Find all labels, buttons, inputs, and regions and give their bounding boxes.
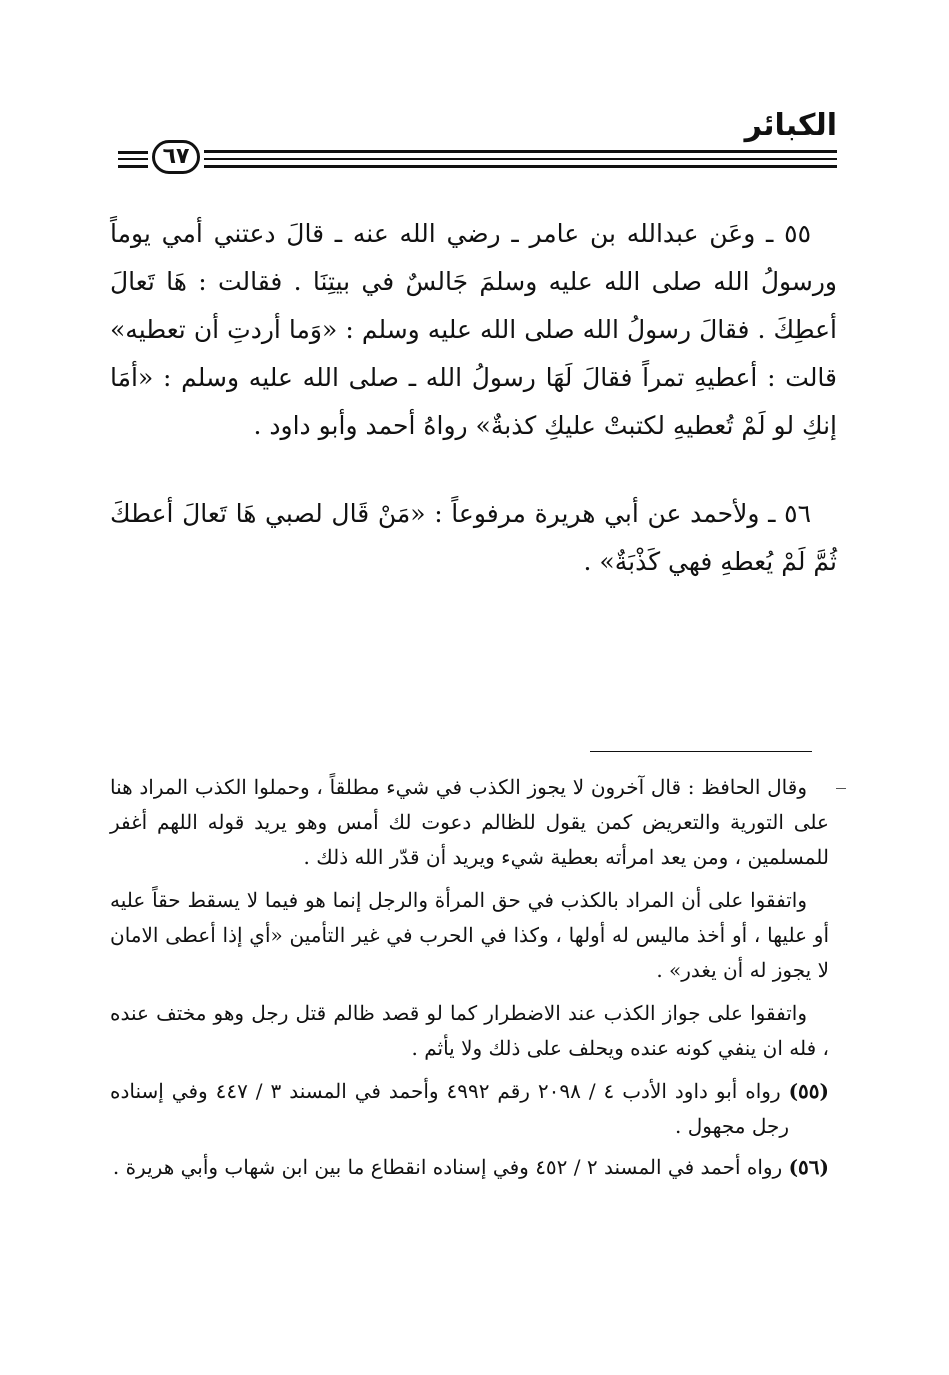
main-text — [110, 210, 837, 586]
header-side-rule — [118, 151, 148, 154]
page-number: ٦٧ — [152, 140, 200, 174]
footnote-paragraph: واتفقوا على أن المراد بالكذب في حق المرأة والرجل إنما هو فيما لا يسقط حقاً عليه أو عليها ، أو أخذ ماليس له أولها ، وكذا في الحرب في غير التأمين «أي إذا أعطى الامان لا يجوز له أن يغدر» . — [110, 888, 829, 982]
footnote-reference-56 — [110, 1150, 829, 1185]
hadith-55: ٥٥ ـ وعَن عبدالله بن عامر ـ رضي الله عنه ـ قالَ دعتني أمي يوماً ورسولُ الله صلى الله عليه وسلمَ جَالسٌ في بيتِنَا . فقالت : هَا تَعالَ أعطِكَ . فقالَ رسولُ الله صلى الله عليه وسلم : «وَما أردتِ أن تعطيه» قالت : أعطيهِ تمراً فقالَ لَهَا رسولُ الله ـ صلى الله عليه وسلم : «أمَا إنكِ لو لَمْ تُعطيهِ لكتبتْ عليكِ كذبةٌ» رواهُ أحمد وأبو داود . — [110, 219, 837, 440]
footnote-text: رواه أحمد في المسند ٢ / ٤٥٢ وفي إسناده انقطاع ما بين ابن شهاب وأبي هريرة . — [112, 1155, 783, 1179]
header-rule — [204, 158, 837, 160]
hadith-56: ٥٦ ـ ولأحمد عن أبي هريرة مرفوعاً : «مَنْ قَال لصبي هَا تَعالَ أعطكَ ثُمَّ لَمْ يُعطهِ فهي كَذْبَةٌ» . — [110, 499, 837, 576]
margin-mark — [836, 788, 846, 789]
footnote-paragraph: واتفقوا على جواز الكذب عند الاضطرار كما لو قصد ظالم قتل رجل وهو مختف عنده ، فله ان ينفي كونه عنده ويحلف على ذلك ولا يأثم . — [110, 1001, 829, 1060]
header-side-rule — [118, 158, 148, 160]
footnote-number: (٥٥) — [788, 1079, 829, 1103]
header-side-rule — [118, 165, 148, 168]
footnote-separator — [590, 751, 812, 752]
footnotes — [110, 770, 829, 1191]
footnote-paragraph: وقال الحافظ : قال آخرون لا يجوز الكذب في شيء مطلقاً ، وحملوا الكذب المراد هنا على التورية والتعريض كمن يقول للظالم دعوت لك أمس وهو يريد قوله اللهم أغفر للمسلمين ، ومن يعد امرأته بعطية شيء ويريد أن قدّر الله ذلك . — [110, 775, 829, 869]
header-rule — [204, 165, 837, 168]
running-title: الكبائر — [744, 108, 837, 143]
footnote-reference-55 — [110, 1074, 829, 1144]
footnote-text: رواه أبو داود الأدب ٤ / ٢٠٩٨ رقم ٤٩٩٢ وأحمد في المسند ٣ / ٤٤٧ وفي إسناده رجل مجهول . — [110, 1079, 789, 1138]
footnote-number: (٥٦) — [788, 1155, 829, 1179]
header-rule — [204, 150, 837, 153]
